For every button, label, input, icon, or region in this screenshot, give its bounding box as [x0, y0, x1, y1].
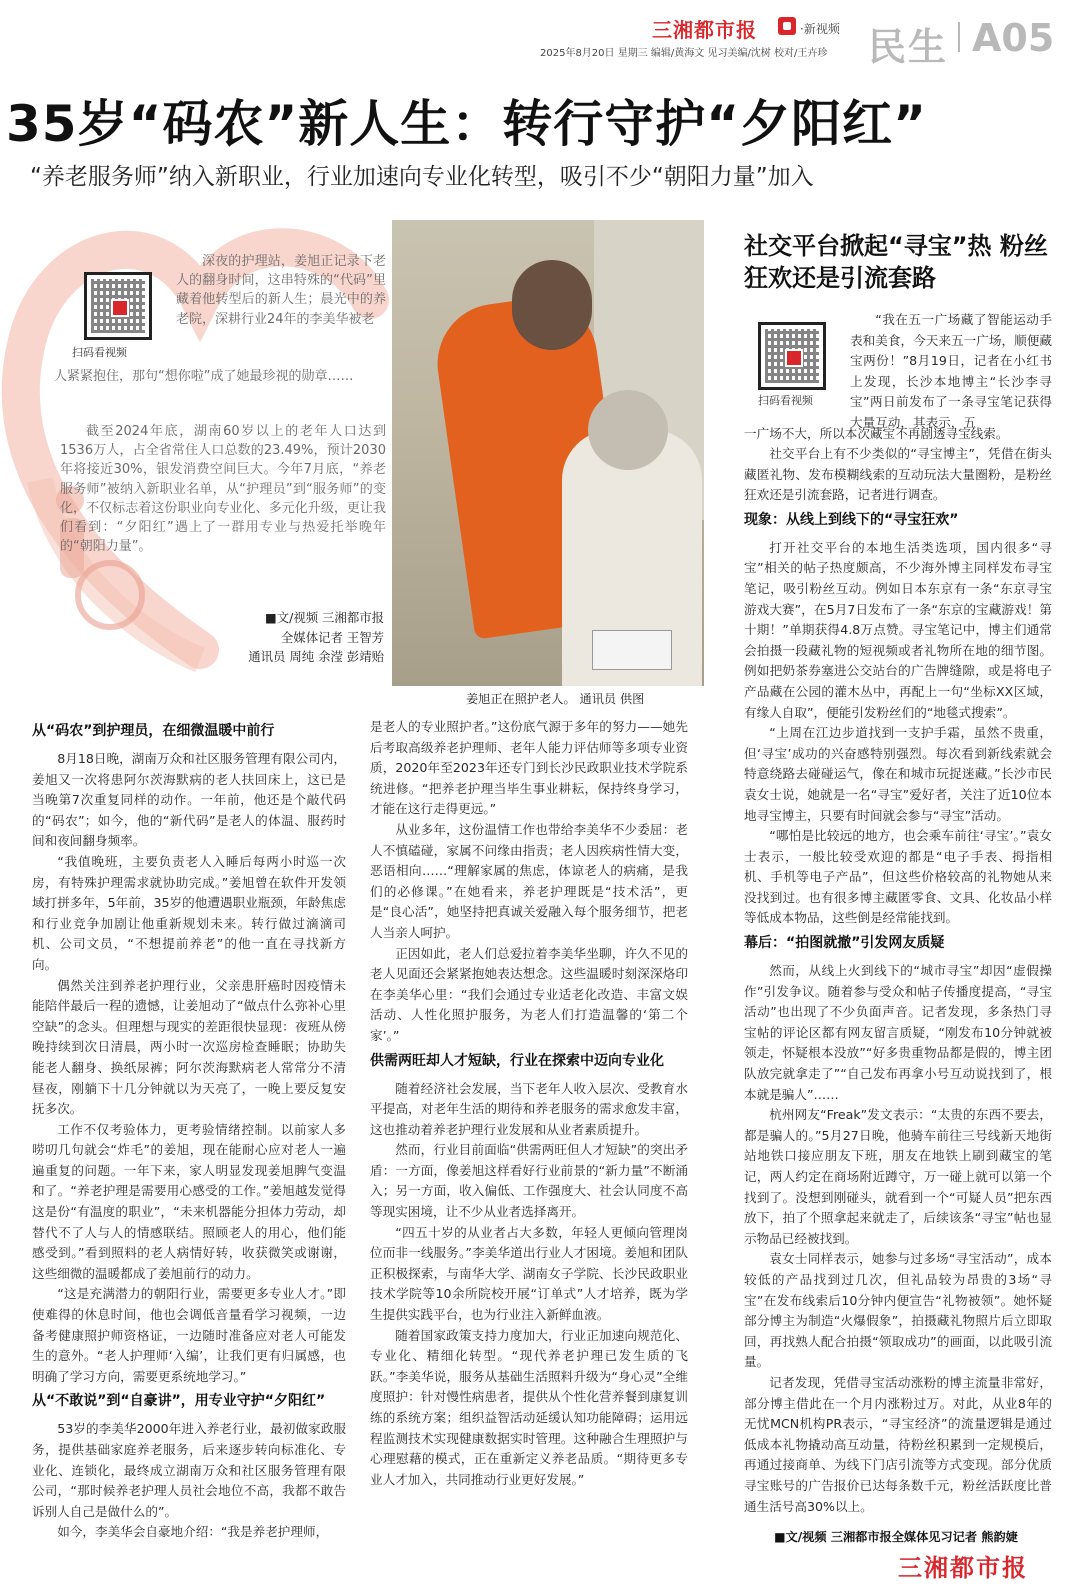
caregiver-photo [392, 220, 704, 686]
side-subhead-2: 幕后：“拍图就撤”引发网友质疑 [744, 935, 945, 952]
subhead-1: 从“码农”到护理员，在细微温暖中前行 [32, 723, 275, 739]
article-byline: ■文/视频 三湘都市报 全媒体记者 王智芳 通讯员 周纯 余滢 彭靖贻 [248, 610, 384, 664]
issue-meta: 2025年8月20日 星期三 编辑/黄海文 见习美编/沈树 校对/王卉珍 [540, 48, 828, 59]
intro-paragraph-1a: 深夜的护理站，姜旭正记录下老人的翻身时间，这串特殊的“代码”里藏着他转型后的新人生；晨光中的养老院，深耕行业24年的李美华被老 [176, 254, 386, 327]
newspaper-brand: 三湘都市报 [652, 18, 757, 42]
section-name: 民生 [868, 25, 949, 69]
side-intro-b: 一广场不大，所以本次藏宝不再剧透寻宝线索。 [744, 426, 1009, 441]
footer-brand: 三湘都市报 [898, 1554, 1028, 1582]
subhead-2: 从“不敢说”到“自豪讲”，用专业守护“夕阳红” [32, 1393, 326, 1410]
article-left-column: 从“码农”到护理员，在细微温暖中前行 8月18日晚，湖南万众和社区服务管理有限公司内，姜旭又一次将患阿尔茨海默病的老人扶回床上，这已是当晚第7次重复同样的动作。一年前，他还是个敲代码的“码农”；如今，他的“新代码”是老人的体温、服药时间和夜间翻身频率。 “我值晚班，主要负责老人入睡后每两小时巡一次房，有特殊护理需求就协助完成。”姜旭曾在软件开发领域打拼多年，5年前，35岁的他遭遇职业瓶颈，年龄焦虑和行业竞争加剧让他重新规划未来。转行做过滴滴司机、公司文员，“不想提前养老”的他一直在寻找新方向。 偶然关注到养老护理行业，父亲患肝癌时因疫情未能陪伴最后一程的遗憾，让姜旭动了“做点什么弥补心里空缺”的念头。但理想与现实的差距很快显现：夜班从傍晚持续到次日清晨，两小时一次巡房检查睡眠；协助失能老人翻身、换纸尿裤；阿尔茨海默病老人常常分不清昼夜，刚躺下十几分钟就以为天亮了，一晚上要反复安抚多次。 工作不仅考验体力，更考验情绪控制。以前家人多唠叨几句就会“炸毛”的姜旭，现在能耐心应对老人一遍遍重复的问题。一年下来，家人明显发现姜旭脾气变温和了。“养老护理是需要用心感受的工作。”姜旭越发觉得这是份“有温度的职业”，“未来机器能分担体力劳动，却替代不了人与人的情感联结。照顾老人的用心，他们能感受到。”看到照料的老人病情好转，收获微笑或谢谢，这些细微的温暖都成了姜旭前行的动力。 “这是充满潜力的朝阳行业，需要更多专业人才。”即使难得的休息时间，他也会调低音量看学习视频，一边备考健康照护师资格证，一边随时准备应对老人可能发生的意外。“老人护理师‘入编’，让我们更有归属感，也明确了学习方向，需要更系统地学习。” 从“不敢说”到“自豪讲”，用专业守护“夕阳红” 53岁的李美华2000年进入养老行业，最初做家政服务，提供基础家庭养老服务，后来逐步转向标准化、专业化、连锁化，最终成立湖南万众和社区服务管理有限公司，“那时候养老护理人员社会地位不高，我都不敢告诉别人自己是做什么的”。 如今，李美华会自豪地介绍：“我是养老护理师， [32, 723, 346, 1540]
subhead-3: 供需两旺却人才短缺，行业在探索中迈向专业化 [370, 1052, 664, 1069]
side-byline: ■文/视频 三湘都市报全媒体见习记者 熊韵婕 [774, 1530, 1018, 1544]
video-brand: ·新视频 [800, 22, 840, 36]
video-qr-code[interactable] [84, 272, 152, 340]
photo-caption: 姜旭正在照护老人。 通讯员 供图 [466, 692, 645, 706]
sub-headline: “养老服务师”纳入新职业，行业加速向专业化转型，吸引不少“朝阳力量”加入 [30, 164, 814, 190]
intro-paragraph-1b: 人紧紧抱住，那句“想你啦”成了她最珍视的勋章…… [54, 369, 354, 384]
side-qr-caption: 扫码看视频 [758, 394, 813, 407]
page-number: A05 [972, 16, 1055, 60]
video-logo-icon [778, 17, 796, 35]
blood-pressure-monitor [592, 630, 672, 670]
article-middle-column: 是老人的专业照护者。”这份底气源于多年的努力——她先后考取高级养老护理师、老年人能力评估师等多项专业资质，2020年至2023年还专门到长沙民政职业技术学院系统进修。“把养老护理当毕生事业耕耘，保持终身学习，才能在这行走得更远。” 从业多年，这份温情工作也带给李美华不少委屈：老人不慎磕碰，家属不问缘由指责；老人因疾病性情大变，恶语相向……“理解家属的焦虑，体谅老人的病痛，是我们的必修课。”在她看来，养老护理既是“技术活”，更是“良心活”，她坚持把真诚关爱融入每个服务细节，把老人当亲人呵护。 正因如此，老人们总爱拉着李美华坐聊，许久不见的老人见面还会紧紧抱她表达想念。这些温暖时刻深深烙印在李美华心里：“我们会通过专业适老化改造、丰富文娱活动、人性化照护服务，为老人们打造温馨的‘第二个家’。” 供需两旺却人才短缺，行业在探索中迈向专业化 随着经济社会发展，当下老年人收入层次、受教育水平提高，对老年生活的期待和养老服务的需求愈发丰富，这也推动着养老护理行业发展和从业者素质提升。 然而，行业目前面临“供需两旺但人才短缺”的突出矛盾：一方面，像姜旭这样看好行业前景的“新力量”不断涌入；另一方面，收入偏低、工作强度大、社会认同度不高等现实困境，让不少从业者选择离开。 “四五十岁的从业者占大多数，年轻人更倾向管理岗位而非一线服务。”李美华道出行业人才困境。姜旭和团队正积极探索，与南华大学、湖南女子学院、长沙民政职业技术学院等10余所院校开展“订单式”人才培养，既为学生提供实践平台，也为行业注入新鲜血液。 随着国家政策支持力度加大，行业正加速向规范化、专业化、精细化转型。“现代养老护理已发生质的飞跃。”李美华说，服务从基础生活照料升级为“身心灵”全维度照护：针对慢性病患者，提供从个性化营养餐到康复训练的系统方案；组织益智活动延缓认知功能障碍；运用远程监测技术实现健康数据实时管理。这种融合生理照护与心理慰藉的模式，正在重新定义养老品质。“期待更多专业人才加入，共同推动行业更好发展。” [370, 719, 688, 1487]
side-intro-a: “我在五一广场藏了智能运动手表和美食，今天来五一广场，顺便藏宝两份！”8月19日，记者在小红书上发现，长沙本地博主“长沙李寻宝”两日前发布了一条寻宝笔记获得大量互动，其表示，五 [850, 312, 1052, 430]
side-article-body: 社交平台上有不少类似的“寻宝博主”，凭借在街头藏匿礼物、发布模糊线索的互动玩法大量圈粉，是粉丝狂欢还是引流套路，记者进行调查。 现象：从线上到线下的“寻宝狂欢” 打开社交平台的本地生活类选项，国内很多“寻宝”相关的帖子热度颇高，不少海外博主同样发布寻宝笔记，吸引粉丝互动。例如日本东京有一条“东京寻宝游戏大赛”，在5月7日发布了一条“东京的宝藏游戏！第十期！”单期获得4.8万点赞。寻宝笔记中，博主们通常会拍摄一段藏礼物的短视频或者礼物所在地的细节图。例如把奶茶券塞进公交站台的广告牌缝隙，或是将电子产品藏在公园的灌木丛中，再配上一句“坐标XX区域，有缘人自取”，便能引发粉丝们的“地毯式搜索”。 “上周在江边步道找到一支护手霜，虽然不贵重，但‘寻宝’成功的兴奋感特别强烈。每次看到新线索就会特意绕路去碰碰运气，像在和城市玩捉迷藏。”长沙市民袁女士说，她就是一名“寻宝”爱好者，关注了近10位本地寻宝博主，只要有时间就会参与“寻宝”活动。 “哪怕是比较远的地方，也会乘车前往‘寻宝’。”袁女士表示，一般比较受欢迎的都是“电子手表、拇指相机、手机等电子产品”，但这些价格较高的礼物她从来没找到过。也有很多博主藏匿零食、文具、化妆品小样等低成本物品，这些倒是经常能找到。 幕后：“拍图就撤”引发网友质疑 然而，从线上火到线下的“城市寻宝”却因“虚假操作”引发争议。随着参与受众和帖子传播度提高，“寻宝活动”也出现了不少负面声音。记者发现，多条热门寻宝帖的评论区都有网友留言质疑，“刚发布10分钟就被领走，怀疑根本没放”“好多贵重物品都是假的，博主团队放完就拿走了”“自己发布再拿小号互动说找到了，根本就是骗人”…… 杭州网友“Freak”发文表示：“太贵的东西不要去，都是骗人的。”5月27日晚，他骑车前往三号线新天地街站地铁口接应朋友下班，朋友在地铁上刷到藏宝的笔记，两人约定在商场附近蹲守，万一碰上就可以第一个找到了。没想到刚碰头，就看到一个“可疑人员”把东西放下，拍了个照拿起来就走了，后续该条“寻宝”帖也显示物品已经被找到。 袁女士同样表示，她参与过多场“寻宝活动”，成本较低的产品找到过几次，但礼品较为昂贵的3场“寻宝”在发布线索后10分钟内便宣告“礼物被领”。她怀疑部分博主为制造“火爆假象”，拍摄藏礼物照片后立即取回，再找熟人配合拍摄“领取成功”的画面，以此吸引流量。 记者发现，凭借寻宝活动涨粉的博主流量非常好，部分博主借此在一个月内涨粉过万。对此，从业8年的无忧MCN机构PR表示，“寻宝经济”的流量逻辑是通过低成本礼物撬动高互动量，待粉丝积累到一定规模后，再通过接商单、为线下门店引流等方式变现。部分优质寻宝账号的广告报价已达每条数千元，粉丝活跃度比普通生活号高30%以上。 [744, 446, 1052, 1514]
qr-caption: 扫码看视频 [72, 346, 127, 359]
side-article-title: 社交平台掀起“寻宝”热 粉丝狂欢还是引流套路 [744, 232, 1048, 292]
header-divider [958, 22, 960, 52]
side-subhead-1: 现象：从线上到线下的“寻宝狂欢” [744, 511, 959, 528]
intro-paragraph-2: 截至2024年底，湖南60岁以上的老年人口达到1536万人，占全省常住人口总数的23.49%，预计2030年将接近30%，银发消费空间巨大。今年7月底，“养老服务师”被纳入新职业名单，从“护理员”到“服务师”的变化，不仅标志着这份职业向专业化、多元化升级，更让我们看到：“夕阳红”遇上了一群用专业与热爱托举晚年的“朝阳力量”。 [60, 424, 386, 555]
side-video-qr-code[interactable] [758, 322, 826, 390]
main-headline: 35岁“码农”新人生：转行守护“夕阳红” [6, 95, 928, 153]
